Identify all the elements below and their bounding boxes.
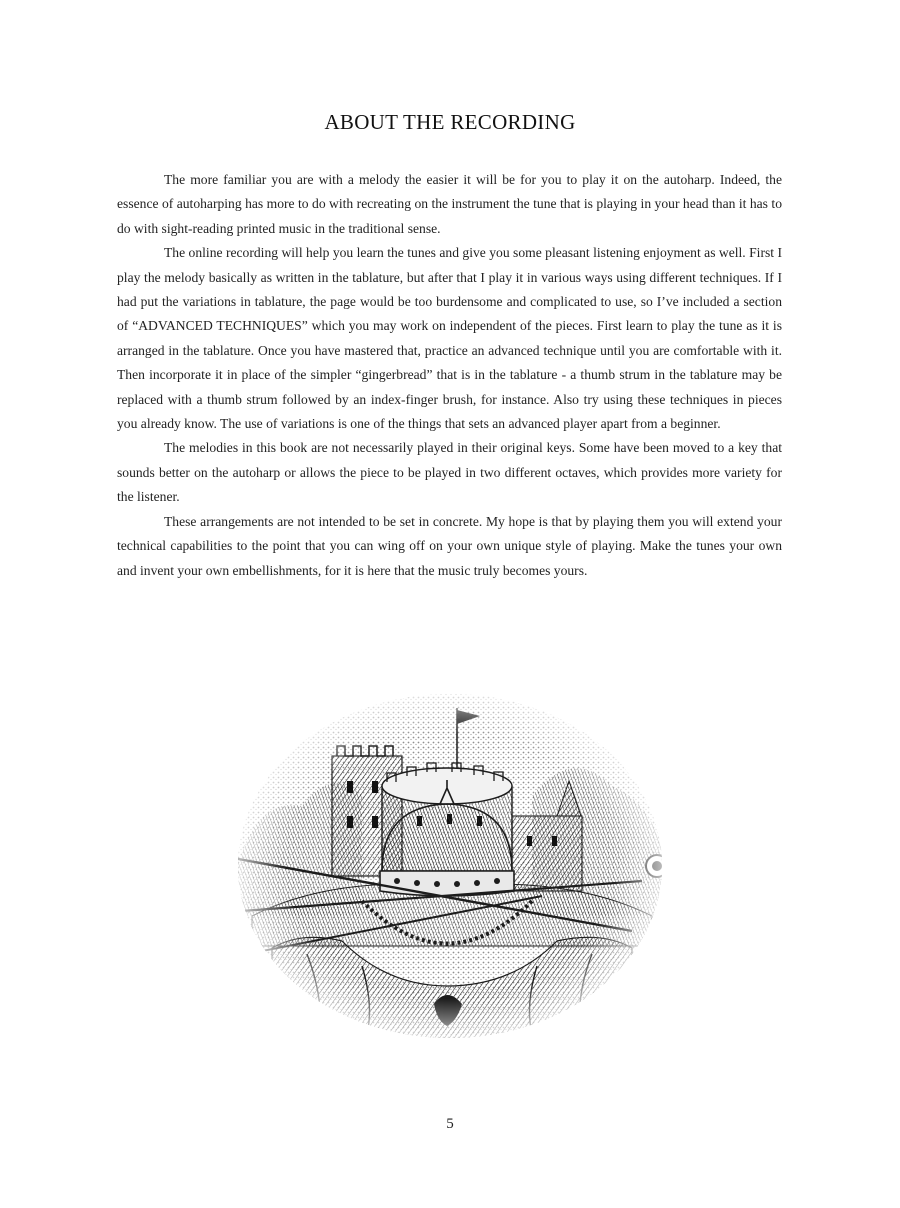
page-title: ABOUT THE RECORDING: [324, 110, 576, 134]
paragraph: The more familiar you are with a melody the easier it will be for you to play it on the autoharp. Indeed, the essence of autoharping has more to do with recreating on the instrument the tune that is playing in your head than it has to do with sight-reading printed music in the traditional sense.: [117, 172, 782, 236]
paragraph: The melodies in this book are not necessarily played in their original keys. Some have been moved to a key that sounds better on the autoharp or allows the piece to be played in two different octaves, which provides more variety for the listener.: [117, 440, 782, 505]
paragraph: These arrangements are not intended to be set in concrete. My hope is that by playing them you will extend your technical capabilities to the point that you can wing off on your own unique style of playing. Make the tunes your own and invent your own embellishments, for it is here that the music truly becomes yours.: [117, 513, 782, 578]
body-text: [117, 168, 782, 583]
page-number: 5: [446, 1116, 454, 1132]
paragraph: The online recording will help you learn the tunes and give you some pleasant listening enjoyment as well. First I play the melody basically as written in the tablature, but after that I play it in various ways using different techniques. If I had put the variations in tablature, the page would be too burdensome and complicated to use, so I’ve included a section of “ADVANCED TECHNIQUES” which you may work on independent of the pieces. First learn to play the tune as it is arranged in the tablature. Once you have mastered that, practice an advanced technique until you are comfortable with it. Then incorporate it in place of the simpler “gingerbread” that is in the tablature - a thumb strum in the tablature may be replaced with a thumb strum followed by an index-finger brush, for instance. Also try using these techniques in pieces you already know. The use of variations is one of the things that sets an advanced player apart from a beginner.: [117, 245, 782, 432]
castle-crown-engraving-icon: [212, 686, 682, 1048]
